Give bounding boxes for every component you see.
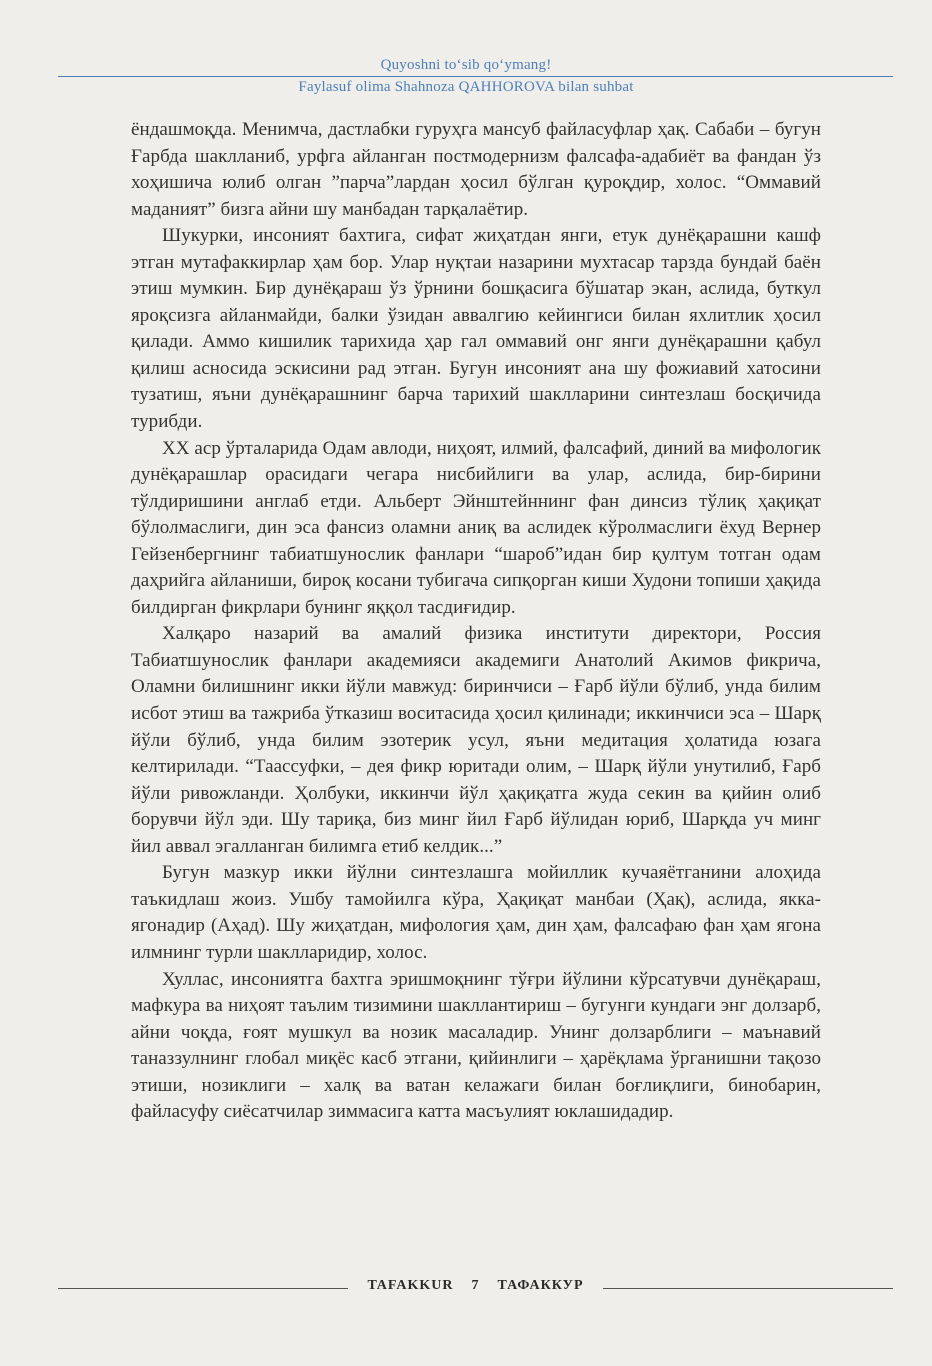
footer-divider-left [58, 1288, 348, 1289]
article-paragraph: Халқаро назарий ва амалий физика институти директори, Россия Табиатшунослик фанлари академияси академиги Анатолий Акимов фикрича, Оламни билишнинг икки йўли мавжуд: биринчиси – Ғарб йўли бўлиб, унда билим исбот этиш ва тажриба ўтказиш воситасида ҳосил қилинади; иккинчиси эса – Шарқ йўли бўлиб, унда билим эзотерик усул, яъни медитация ҳолатида юзага келтирилади. “Таассуфки, – дея фикр юритади олим, – Шарқ йўли унутилиб, Ғарб йўли ривожланди. Ҳолбуки, иккинчи йўл ҳақиқатга жуда секин ва қийин олиб борувчи йўл эди. Шу тариқа, биз минг йил Ғарб йўлидан юриб, Шарқда уч минг йил аввал эгалланган билимга етиб келдик...” [131, 623, 821, 857]
header-divider [58, 76, 893, 77]
article-body [131, 117, 821, 1126]
footer-divider-right [603, 1288, 893, 1289]
footer-journal-name-latin: TAFAKKUR [367, 1278, 454, 1293]
article-paragraph: Хуллас, инсониятга бахтга эришмоқнинг тўғри йўлини кўрсатувчи дунёқараш, мафкура ва ниҳоят таълим тизимини шакллантириш – бугунги кундаги энг долзарб, айни чоқда, ғоят мушкул ва нозик масаладир. Унинг долзарблиги – маънавий таназзулнинг глобал миқёс касб этгани, қийинлиги – ҳарёқлама ўрганишни тақозо этиши, нозиклиги – халқ ва ватан келажаги билан боғлиқлиги, бинобарин, файласуфу сиёсатчилар зиммасига катта масъулият юклашидадир. [131, 968, 821, 1123]
footer-journal-name-cyrillic: ТАФАККУР [497, 1278, 584, 1293]
article-paragraph: ХХ аср ўрталарида Одам авлоди, ниҳоят, илмий, фалсафий, диний ва мифологик дунёқарашлар орасидаги чегара нисбийлиги ва улар, аслида, бир-бирини тўлдиришини англаб етди. Альберт Эйнштейннинг фан динсиз тўлиқ ҳақиқат бўлолмаслиги, дин эса фансиз оламни аниқ ва аслидек кўролмаслиги ёхуд Вернер Гейзенбергнинг табиатшунослик фанлари “шароб”идан бир қултум тотган одам даҳрийга айланиши, бироқ косани тубигача сипқорган киши Худони топиши ҳақида билдирган фикрлари бунинг яққол тасдиғидир. [131, 437, 821, 618]
running-header-subtitle: Faylasuf olima Shahnoza QAHHOROVA bilan suhbat [298, 79, 634, 95]
footer-folio [356, 1278, 595, 1294]
article-paragraph: Шукурки, инсоният бахтига, сифат жиҳатдан янги, етук дунёқарашни кашф этган мутафаккирлар ҳам бор. Улар нуқтаи назарини мухтасар тарзда бундай баён этиш мумкин. Бир дунёқараш ўз ўрнини бошқасига бўшатар экан, аслида, буткул яроқсизга айланмайди, балки ўзидан аввалгию кейингиси билан яхлитлик ҳосил қилади. Аммо кишилик тарихида ҳар гал оммавий онг янги дунёқарашни қабул қилиш асносида эскисини рад этган. Бугун инсоният ана шу фожиавий хатосини тузатиш, яъни дунёқарашнинг барча тарихий шаклларини синтезлаш босқичида турибди. [131, 225, 821, 433]
page-footer [58, 1277, 893, 1299]
article-paragraph: ёндашмоқда. Менимча, дастлабки гуруҳга мансуб файласуфлар ҳақ. Сабаби – бугун Ғарбда шаклланиб, урфга айланган постмодернизм фалсафа-адабиёт ва фандан ўз хоҳишича юлиб олган ”парча”лардан ҳосил бўлган қуроқдир, холос. “Оммавий маданият” бизга айни шу манбадан тарқалаётир. [131, 119, 821, 220]
page-number: 7 [471, 1278, 480, 1293]
article-paragraph: Бугун мазкур икки йўлни синтезлашга мойиллик кучаяётганини алоҳида таъкидлаш жоиз. Ушбу тамойилга кўра, Ҳақиқат манбаи (Ҳақ), аслида, якка-ягонадир (Аҳад). Шу жиҳатдан, мифология ҳам, дин ҳам, фалсафаю фан ҳам ягона илмнинг турли шаклларидир, холос. [131, 862, 821, 963]
running-header-title: Quyoshni to‘sib qo‘ymang! [380, 57, 552, 73]
